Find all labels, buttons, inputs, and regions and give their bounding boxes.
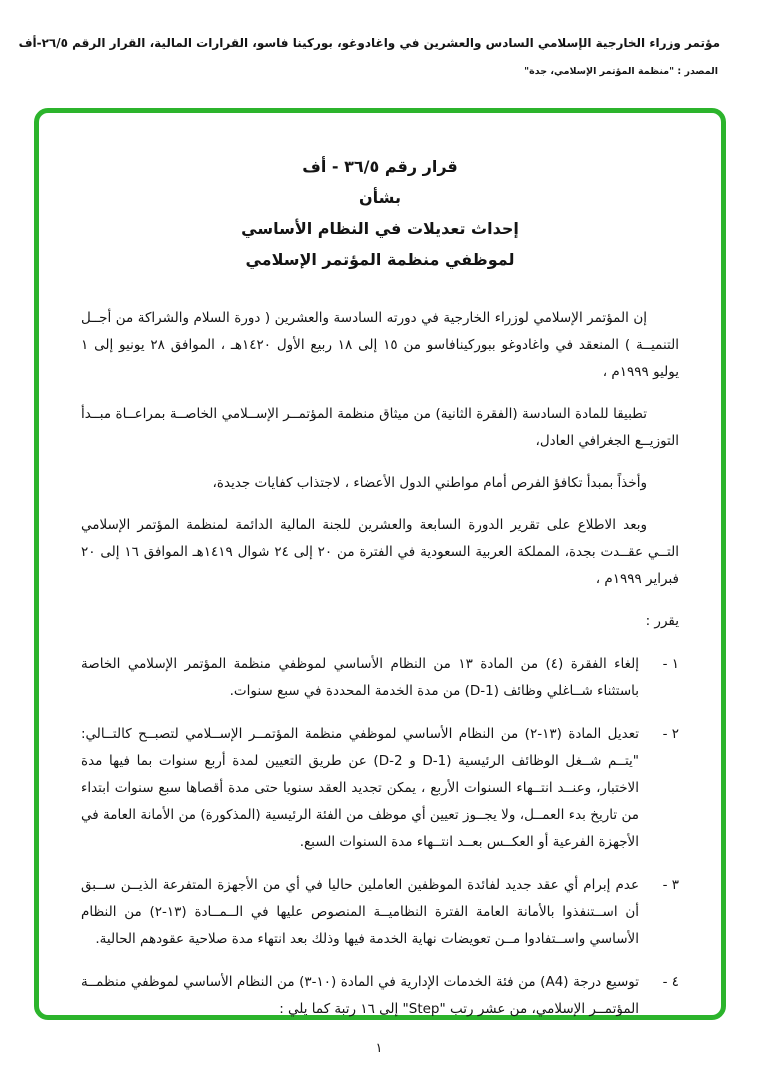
item-text: تعديل المادة (١٣-٢) من النظام الأساسي لموظفي منظمة المؤتمــر الإســلامي لتصبــح كالتــالي: "يتــم شــغل الوظائف الرئيسية (D-1 و D-2) عن طريق التعيين لمدة أربع سنوات بما فيها مدة الاختبار، وعنــد انتــهاء السنوات الأربع ، يمكن تجديد العقد سنويا حتى مدة أقصاها سبع سنوات ابتداء من تاريخ بدء العمــل، ولا يجــوز تعيين أي موظف من الفئة الرئيسية (المذكورة) من الأمانة العامة في الأجهزة الفرعية أو العكــس بعــد انتــهاء مدة السنوات السبع. (81, 726, 639, 850)
item-text: إلغاء الفقرة (٤) من المادة ١٣ من النظام الأساسي لموظفي منظمة المؤتمر الإسلامي الخاصة باستثناء شــاغلي وظائف (D-1) من مدة الخدمة المحددة في سبع سنوات. (81, 656, 640, 699)
resolution-number-title: قرار رقم ٣٦/٥ - أف (302, 157, 458, 176)
resolution-title-subject-line1: إحداث تعديلات في النظام الأساسي (241, 219, 519, 238)
resolution-title-block (81, 151, 679, 275)
resolution-item-4 (81, 969, 679, 1023)
resolution-green-frame (34, 108, 726, 1020)
preamble-paragraph-4: وبعد الاطلاع على تقرير الدورة السابعة والعشرين للجنة المالية الدائمة لمنظمة المؤتمر الإسلامي التــي عقــدت بجدة، المملكة العربية السعودية في الفترة من ٢٠ إلى ٢٤ شوال ١٤١٩هـ الموافق ١٦ إلى ٢٠ فبراير ١٩٩٩م ، (81, 517, 679, 587)
page-number: ١ (375, 1041, 383, 1056)
item-number: ٣ - (662, 877, 679, 893)
document-source-line: المصدر : "منظمة المؤتمر الإسلامي، جدة" (524, 66, 718, 77)
resolution-body (81, 305, 679, 1023)
preamble-paragraph-1: إن المؤتمر الإسلامي لوزراء الخارجية في دورته السادسة والعشرين ( دورة السلام والشراكة من أجــل التنميــة ) المنعقد في واغادوغو ببوركينافاسو من ١٥ إلى ١٨ ربيع الأول ١٤٢٠هـ ، الموافق ٢٨ يونيو إلى ١ يوليو ١٩٩٩م ، (81, 310, 679, 380)
resolution-title-subject-line2: لموظفي منظمة المؤتمر الإسلامي (245, 250, 515, 269)
item-number: ٢ - (662, 726, 679, 742)
resolution-title-regarding: بشأن (359, 188, 401, 207)
resolution-item-3 (81, 872, 679, 953)
item-text: عدم إبرام أي عقد جديد لفائدة الموظفين العاملين حاليا في أي من الأجهزة المتفرعة الذيــن ســبق أن اســتنفذوا بالأمانة العامة الفترة النظاميــة المنصوص عليها في الــمــادة (١٣-٢) من النظام الأساسي واســتفادوا مــن تعويضات نهاية الخدمة فيها وذلك بعد انتهاء مدة صلاحية عقودهم الحالية. (81, 877, 639, 947)
document-header-citation: مؤتمر وزراء الخارجية الإسلامي السادس والعشرين في واغادوغو، بوركينا فاسو، القرارات المالية، القرار الرقم ٢٦/٥-أف (18, 36, 720, 50)
preamble-paragraph-2: تطبيقا للمادة السادسة (الفقرة الثانية) من ميثاق منظمة المؤتمــر الإســلامي الخاصــة بمراعــاة مبــدأ التوزيــع الجغرافي العادل، (81, 406, 679, 449)
preamble-paragraph-3: وأخذاً بمبدأ تكافؤ الفرص أمام مواطني الدول الأعضاء ، لاجتذاب كفايات جديدة، (212, 475, 647, 491)
resolution-item-2 (81, 721, 679, 856)
resolution-item-1 (81, 651, 679, 705)
decision-label: يقرر : (645, 613, 679, 629)
item-number: ٤ - (662, 974, 679, 990)
item-number: ١ - (662, 656, 679, 672)
item-text: توسيع درجة (A4) من فئة الخدمات الإدارية في المادة (١٠-٣) من النظام الأساسي لموظفي منظمــة المؤتمــر الإسلامي، من عشر رتب "Step" إلى ١٦ رتبة كما يلي : (81, 974, 639, 1017)
